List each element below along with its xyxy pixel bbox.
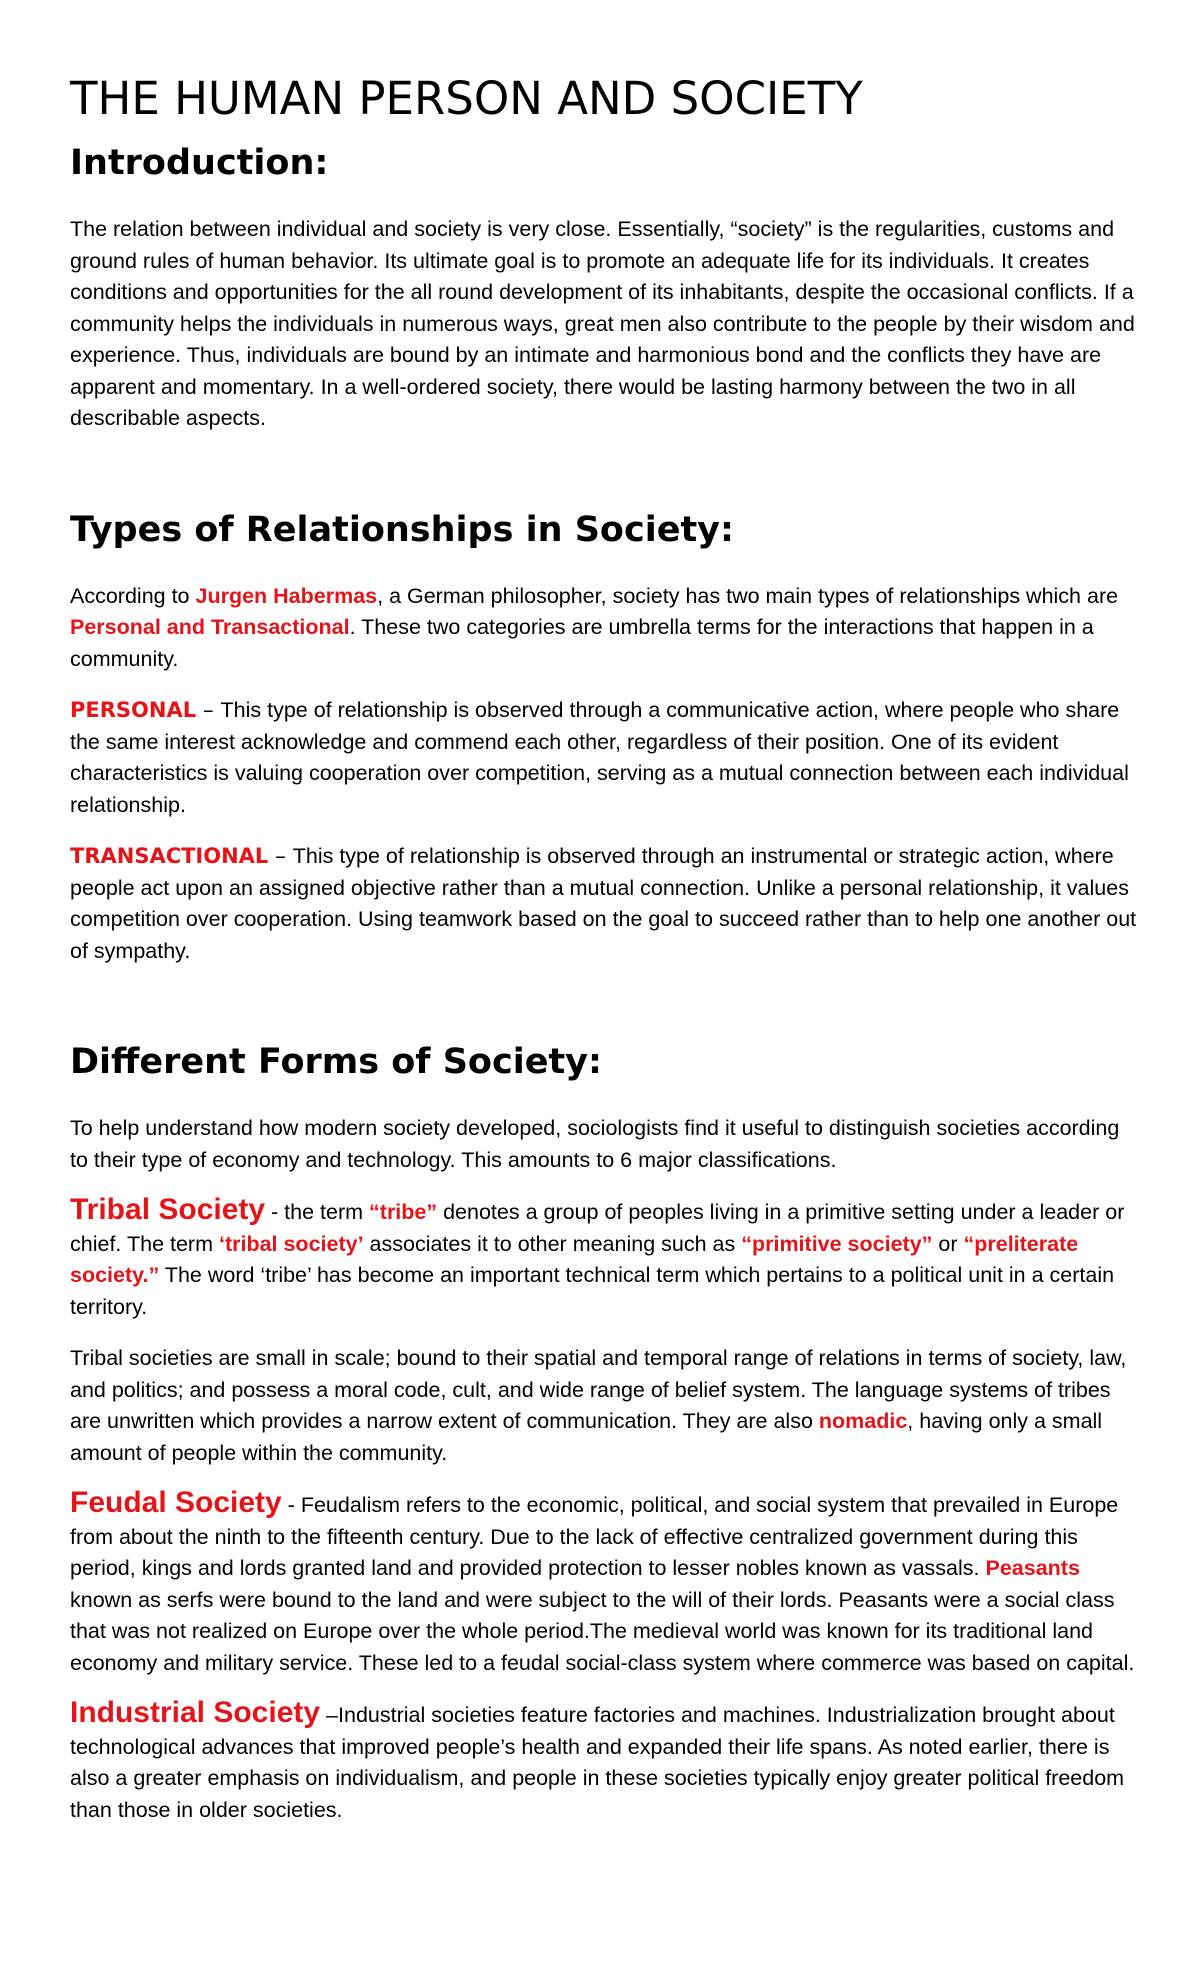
tribal-label: Tribal Society [70, 1193, 266, 1226]
document-title: THE HUMAN PERSON AND SOCIETY [70, 72, 863, 125]
industrial-paragraph: Industrial Society –Industrial societies feature factories and machines. Industrialization brought about technological advances that improved people’s health and expanded their life spans. As noted earlier, there is also a greater emphasis on individualism, and people in these societies typically enjoy greater political freedom than those in older societies. [70, 1696, 1125, 1822]
transactional-paragraph: TRANSACTIONAL – This type of relationship is observed through an instrumental or strategic action, where people act upon an assigned objective rather than a mutual connection. Unlike a personal relationship, it values competition over cooperation. Using teamwork based on the goal to succeed rather than to help one another out of sympathy. [70, 844, 1137, 963]
nomadic-term: nomadic [818, 1409, 908, 1433]
relationships-intro-paragraph: According to Jurgen Habermas, a German philosopher, society has two main types of relationships which are Personal and Transactional. These two categories are umbrella terms for the interactions that happen in a community. [70, 583, 1119, 671]
relationships-heading: Types of Relationships in Society: [70, 509, 734, 550]
intro-paragraph: The relation between individual and society is very close. Essentially, “society” is the regularities, customs and ground rules of human behavior. Its ultimate goal is to promote an adequate life for its individuals. It creates conditions and opportunities for the all round development of its inhabitants, despite the occasional conflicts. If a community helps the individuals in numerous ways, great men also contribute to the people by their wisdom and experience. Thus, individuals are bound by an intimate and harmonious bond and the conflicts they have are apparent and momentary. In a well-ordered society, there would be lasting harmony between the two in all describable aspects. [70, 217, 1135, 430]
intro-heading: Introduction: [70, 143, 329, 183]
tribal-detail-paragraph: Tribal societies are small in scale; bound to their spatial and temporal range of relations in terms of society, law, and politics; and possess a moral code, cult, and wide range of belief system. The language systems of tribes are unwritten which provides a narrow extent of communication. They are also nomadic, having only a small amount of people within the community. [70, 1346, 1127, 1465]
feudal-label: Feudal Society [70, 1486, 282, 1519]
peasants-term: Peasants [985, 1556, 1080, 1580]
feudal-paragraph: Feudal Society - Feudalism refers to the economic, political, and social system that prevailed in Europe from about the ninth to the fifteenth century. Due to the lack of effective centralized government during this period, kings and lords granted land and provided protection to lesser nobles known as vassals. Peasants known as serfs were bound to the land and were subject to the will of their lords. Peasants were a social class that was not realized on Europe over the whole period.The medieval world was known for its traditional land economy and military service. These led to a feudal social-class system where commerce was based on capital. [70, 1486, 1135, 1675]
habermas-name: Jurgen Habermas [195, 583, 378, 608]
document-page [70, 70, 1140, 1826]
personal-label: PERSONAL [70, 698, 197, 722]
tribal-paragraph: Tribal Society - the term “tribe” denotes a group of peoples living in a primitive setting under a leader or chief. The term ‘tribal society’ associates it to other meaning such as “primitive society” or “preliterate society.” The word ‘tribe’ has become an important technical term which pertains to a political unit in a certain territory. [70, 1193, 1125, 1319]
industrial-label: Industrial Society [70, 1696, 321, 1729]
transactional-label: TRANSACTIONAL [70, 844, 269, 868]
forms-heading: Different Forms of Society: [70, 1042, 602, 1082]
personal-paragraph: PERSONAL – This type of relationship is observed through a communicative action, where people who share the same interest acknowledge and commend each other, regardless of their position. One of its evident characteristics is valuing cooperation over competition, serving as a mutual connection between each individual relationship. [70, 698, 1129, 817]
relationship-types: Personal and Transactional [70, 615, 350, 639]
forms-intro-paragraph: To help understand how modern society developed, sociologists find it useful to distinguish societies according to their type of economy and technology. This amounts to 6 major classifications. [70, 1116, 1120, 1172]
